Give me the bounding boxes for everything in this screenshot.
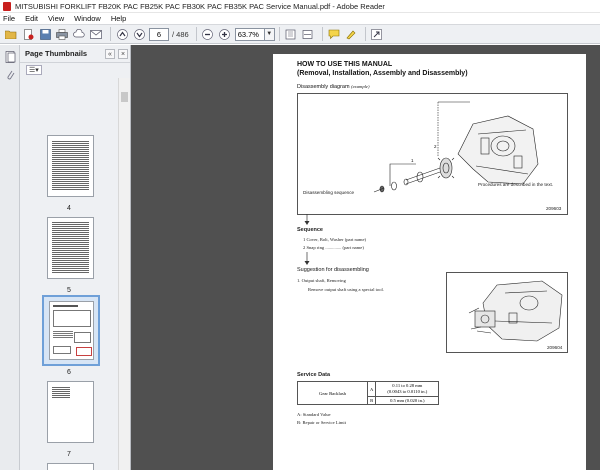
heading-line-2: (Removal, Installation, Assembly and Disassembly): [297, 70, 468, 77]
diagram-label: Disassembly diagram: [297, 84, 350, 90]
thumbnail-heading: [53, 305, 78, 307]
thumbnail-page-8[interactable]: [47, 463, 94, 470]
thumbnail-options: [20, 63, 130, 77]
row-a-value-2: (0.0043 to 0.0110 in.): [387, 389, 428, 394]
row-b-value: 0.5 mm (0.020 in.): [376, 397, 439, 405]
attachment-icon[interactable]: [4, 69, 16, 81]
thumbnail-page-6-selected[interactable]: [42, 295, 100, 366]
thumbnail-figure: [74, 332, 91, 343]
navigation-rail: [0, 45, 20, 470]
thumbnails-header: [20, 45, 130, 63]
figure-2-id: 209604: [547, 345, 563, 350]
thumbnail-table: [53, 346, 71, 354]
special-tool-figure: [446, 272, 568, 353]
document-view[interactable]: [131, 45, 600, 470]
disassembling-sequence-label: Disassembling sequence: [303, 190, 355, 195]
zoom-out-icon[interactable]: [201, 27, 215, 41]
thumbnail-viewport-box[interactable]: [76, 347, 92, 356]
menu-file[interactable]: File: [3, 14, 16, 23]
fit-width-icon[interactable]: [301, 27, 315, 41]
figure-1-id: 209603: [546, 206, 562, 211]
output-shaft-drawing: [447, 273, 569, 354]
heading-line-1: HOW TO USE THIS MANUAL: [297, 61, 393, 68]
create-pdf-icon[interactable]: [21, 27, 35, 41]
service-item-cell: Gear Backlash: [298, 382, 368, 405]
scrollbar-thumb[interactable]: [121, 92, 128, 102]
page-thumbnails-panel: [20, 45, 131, 470]
toolbar-separator: [365, 27, 366, 41]
service-data-heading: Service Data: [297, 372, 331, 378]
menu-window[interactable]: Window: [74, 14, 101, 23]
thumbnail-text-block: [53, 330, 73, 338]
page-heading: [297, 60, 468, 78]
menu-help[interactable]: Help: [110, 14, 127, 23]
menu-edit[interactable]: Edit: [25, 14, 39, 23]
open-folder-icon[interactable]: [4, 27, 18, 41]
menu-bar: [0, 13, 600, 24]
thumbnail-label: 6: [67, 369, 71, 376]
print-icon[interactable]: [55, 27, 69, 41]
thumbnail-page-7[interactable]: [47, 381, 94, 443]
toolbar-separator: [110, 27, 111, 41]
suggestion-item: 1. Output shaft, Removing: [297, 278, 346, 283]
thumbnail-page-5[interactable]: [47, 217, 94, 279]
legend-service-limit: B: Repair or Service Limit: [297, 420, 346, 425]
page-number-input[interactable]: 6: [149, 28, 169, 41]
zoom-in-icon[interactable]: [218, 27, 232, 41]
legend-standard-value: A: Standard Value: [297, 412, 331, 417]
sequence-heading: Sequence: [297, 227, 323, 233]
window-title: MITSUBISHI FORKLIFT FB20K PAC FB25K PAC FB30K PAC FB35K PAC Service Manual.pdf - Adobe Reader: [15, 1, 385, 11]
pages-panel-icon[interactable]: [4, 51, 16, 63]
callout-2-label: 2: [434, 144, 437, 149]
thumbnail-label: 7: [67, 451, 71, 458]
suggestion-heading: Suggestion for disassembling: [297, 267, 369, 273]
collapse-panel-icon[interactable]: «: [105, 49, 115, 59]
thumbnails-title: Page Thumbnails: [25, 49, 88, 58]
pdf-page: [273, 54, 586, 470]
disassembly-diagram: [297, 93, 568, 215]
page-total: / 486: [172, 29, 189, 39]
callout-1-label: 1: [411, 158, 414, 163]
toolbar-separator: [196, 27, 197, 41]
diagram-label-row: [297, 84, 369, 90]
row-a-label: A: [368, 382, 376, 397]
row-a-value: [376, 382, 439, 397]
row-a-value-1: 0.11 to 0.28 mm: [392, 383, 423, 388]
email-icon[interactable]: [89, 27, 103, 41]
options-menu-icon[interactable]: ☰▾: [26, 65, 42, 75]
toolbar: [0, 24, 600, 44]
thumbnail-page: [49, 301, 94, 360]
comment-icon[interactable]: [327, 27, 341, 41]
row-b-label: B: [368, 397, 376, 405]
sequence-item-1: 1 Cover, Bolt, Washer (part name): [303, 237, 367, 242]
fit-page-icon[interactable]: [284, 27, 298, 41]
arrow-down-icon: [303, 214, 319, 226]
highlight-icon[interactable]: [344, 27, 358, 41]
arrow-down-icon: [303, 252, 319, 266]
diagram-label-note: (example): [351, 84, 370, 89]
thumbnail-text-block: [52, 140, 89, 190]
expand-icon[interactable]: [370, 27, 384, 41]
save-icon[interactable]: [38, 27, 52, 41]
thumbnail-figure: [53, 310, 91, 327]
toolbar-separator: [279, 27, 280, 41]
thumbnails-scrollbar[interactable]: [118, 78, 130, 470]
adobe-reader-icon: [3, 2, 11, 11]
thumbnail-label: 4: [67, 205, 71, 212]
previous-page-icon[interactable]: [115, 27, 129, 41]
service-data-table: [297, 381, 439, 405]
menu-view[interactable]: View: [48, 14, 65, 23]
sequence-item-2: 2 Snap ring .............. (part name): [303, 245, 364, 250]
zoom-dropdown-icon[interactable]: ▼: [265, 28, 275, 41]
title-bar: [0, 0, 600, 13]
next-page-icon[interactable]: [132, 27, 146, 41]
procedures-note: Procedures are described in the text.: [478, 182, 554, 187]
suggestion-detail: Remove output shaft using a special tool.: [308, 287, 384, 292]
cloud-upload-icon[interactable]: [72, 27, 86, 41]
close-panel-icon[interactable]: ×: [118, 49, 128, 59]
thumbnail-page-4[interactable]: [47, 135, 94, 197]
thumbnail-label: 5: [67, 287, 71, 294]
toolbar-separator: [322, 27, 323, 41]
thumbnail-list: [20, 78, 118, 470]
transmission-drawing: [298, 94, 569, 216]
thumbnail-text-block: [52, 386, 70, 398]
thumbnail-text-block: [52, 221, 89, 274]
zoom-level-input[interactable]: 63.7%: [235, 28, 265, 41]
